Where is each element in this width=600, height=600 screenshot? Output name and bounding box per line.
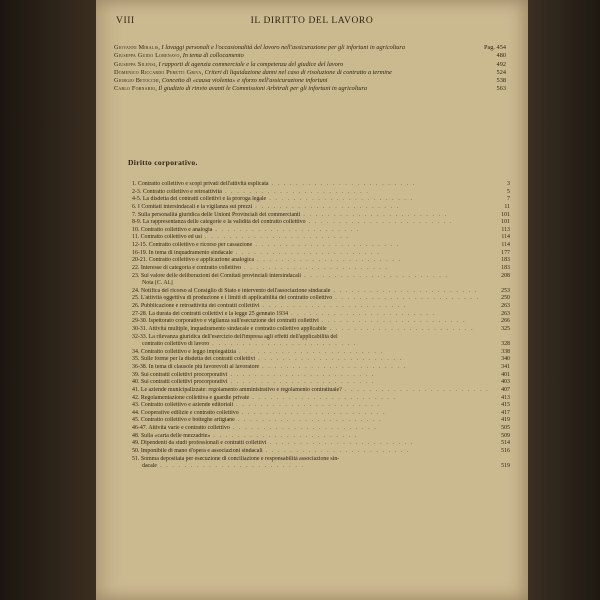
toc-number: 36-38. [132,364,149,370]
toc-entry [132,356,510,364]
toc-number: 27-28. [132,310,149,317]
toc-number: 35. [132,356,141,363]
toc-page: 413 [501,394,510,401]
toc-number: 4-5. [132,196,143,203]
toc-number: 8-9. [132,219,143,226]
article-title: , In tema di collocamento [179,52,244,60]
toc-text: Contratto collettivo e applicazione analogica [148,257,255,264]
toc-number: 43. [132,402,141,409]
toc-page: 253 [501,287,510,294]
leader-dots: . . . . . . . . . . . . . . . . . . . . . . . . [305,219,454,226]
toc-text: I Comitati intersindacali e la vigilanza sui prezzi [137,203,253,210]
leader-dots: . . . . . . . . . . . . . . . . . . . . . . . . [210,432,358,439]
book-edge-shadow [528,0,600,600]
toc-page: 263 [501,303,510,309]
toc-page: 183 [501,257,510,264]
toc-text: Interesse di categoria e contratto collettivo [140,264,242,271]
toc-page: 183 [501,264,510,271]
toc-page: 514 [501,440,510,447]
leader-dots: . . . . . . . . . . . . . . . . . . . . . . . . [301,272,449,279]
toc-entry [132,303,510,311]
toc-number: 44. [132,409,141,416]
toc-page: 114 [501,234,510,241]
toc-text: dacale [142,463,158,470]
author-name: Giovanni Miralis [114,44,159,51]
article-title: , Il giudizio di rinvio avanti le Commissioni Arbitrali per gli infortuni in agricoltura [155,85,368,93]
leader-dots: . . . . . . . . . . . . . . . . . . . . . . . . [227,379,375,386]
toc-text: Imponibile di mano d'opera e associazioni sindacali [140,447,263,454]
toc-entry [132,212,510,220]
book-page [96,0,528,600]
toc-text: Attività multiple, inquadramento sindacale e contratto collettivo applicabile [148,325,327,332]
toc-text: In tema di inquadramento sindacale [148,249,233,256]
toc-number: 30-31. [132,325,149,332]
toc-entry [132,410,510,418]
author-entry [114,69,506,77]
leader-dots: . . . . . . . . . . . . . . . . . . . . . . . . [326,325,475,332]
toc-text: Ispettorato corporativo e vigilanza sull'esecuzione dei contratti collettivi [148,318,319,325]
leader-dots: . . . . . . . . . . . . . . . . . . . . . . . . [318,318,467,325]
toc-entry [132,440,510,448]
author-name: Giuseppa Silensi [114,60,156,68]
toc-number: 11. [132,234,141,241]
toc-text: La rappresentanza delle categorie e la validità del contratto collettivo [142,219,306,226]
toc-page: 328 [501,341,510,348]
toc-entry [132,288,510,296]
toc-number: 34. [132,348,141,355]
toc-page: 101 [501,211,510,218]
toc-entry [132,234,510,242]
toc-entry [132,433,510,441]
toc-number: 51. [132,455,141,462]
leader-dots: . . . . . . . . . . . . . . . . . . . . . . . . [233,402,381,409]
author-entry [114,77,506,85]
toc-page: 509 [501,432,510,439]
toc-entry [132,227,510,235]
toc-text: Sulla «carta delle mezzadrie» [140,432,211,439]
toc-entry [132,334,510,342]
toc-text: Contratto collettivo e ricorso per cassazione [148,242,253,248]
toc-number: 20-21. [132,257,149,264]
toc-page: 338 [501,348,510,355]
toc-text: L'attività oggettiva di produzione e i limiti di applicabilità del contratto collettivo [140,295,333,302]
toc-entry [132,181,510,189]
toc-number: 46-47. [132,425,149,431]
toc-text: Cooperative edilizie e contratto collettivo [140,409,239,416]
toc-number: 50. [132,447,141,454]
author-name: Domenico Riccardo Peretti Griva [114,68,202,76]
toc-entry [132,417,510,425]
author-entry [114,44,506,52]
author-entry [114,85,506,93]
author-entry [114,61,506,69]
toc-text: La durata dei contratti collettivi e la legge 25 gennaio 1934 [148,310,289,317]
toc-entry [132,189,510,197]
toc-page: 7 [507,196,510,203]
leader-dots: . . . . . . . . . . . . . . . . . . . . . . . . [252,203,400,210]
toc-page: 340 [501,356,510,363]
toc-text: Regolamentazione collettiva e guardie private [140,394,250,401]
leader-dots: . . . . . . . . . . . . . . . . . . . . . . . . [300,211,448,218]
toc-text: In tema di clausole più favorevoli al lavoratore [148,364,260,370]
toc-page: 263 [501,310,510,317]
page-ref: Pag. 454 [483,44,506,51]
leader-dots: . . . . . . . . . . . . . . . . . . . . . . . . [201,234,350,241]
leader-dots: . . . . . . . . . . . . . . . . . . . . . . . . [252,242,400,248]
leader-dots: . . . . . . . . . . . . . . . . . . . . . . . . [238,409,387,416]
toc-number: 2-3. [132,188,143,195]
toc-number: 16-19. [132,249,149,256]
toc-text: La rilevanza giuridica dell'esercizio dell'impresa agli effetti dell'applicabilità del [148,333,338,340]
toc-entry [132,463,510,471]
author-name: Giuseppa Guido Lorenavo [114,52,180,60]
toc-text: Contratto collettivo ed usi [140,234,202,241]
leader-dots: . . . . . . . . . . . . . . . . . . . . . . . . [236,348,384,355]
toc-text: Contratto collettivo e analogia [140,226,213,233]
leader-dots: . . . . . . . . . . . . . . . . . . . . . . . . [254,257,402,264]
page-ref: 538 [496,77,506,85]
toc-entry [132,196,510,204]
toc-text: La disdetta dei contratti collettivi e la proroga legale [142,196,267,203]
toc-number: 45. [132,417,141,424]
toc-entry [132,341,510,349]
toc-page: 519 [501,463,510,470]
toc-page: 417 [501,409,510,416]
leader-dots: . . . . . . . . . . . . . . . . . . . . . . . . [249,394,397,401]
toc-text: Contratto collettivo e leggo impiegatizia [140,348,237,355]
leader-dots: . . . . . . . . . . . . . . . . . . . . . . . . [241,264,389,271]
toc-text: Contratto collettivo e scopi privati dell'attività esplicata [137,181,269,187]
toc-text: Le aziende municipalizzate: regolamento amministrativo e regolamento contrattuale? [140,386,342,393]
toc-entry [132,219,510,227]
toc-number: 49. [132,440,141,447]
toc-number: 10. [132,226,141,233]
toc-entry [132,204,510,212]
leader-dots: . . . . . . . . . . . . . . . . . . . . . . . . [157,463,305,470]
toc-number: 32-33. [132,333,149,340]
page-ref: 524 [496,68,506,76]
toc-page: 516 [501,447,510,454]
leader-dots: . . . . . . . . . . . . . . . . . . . . . . . . [268,181,417,187]
page-ref: 563 [496,85,506,93]
toc-page: 11 [504,203,510,210]
toc-text: Somma depositata per esecuzione di conciliazione e responsabilità associazione sin- [140,455,340,462]
running-title: IL DIRITTO DEL LAVORO [250,16,374,26]
toc-text: Sul valore delle deliberazioni dei Comitati provinciali intersindacali [140,272,301,279]
toc-text: Sui contratti collettivi procorporativi [140,379,228,386]
toc-number: 12-15. [132,242,149,248]
toc-page: 419 [501,417,510,424]
article-title: , I rapporti di agenzia commerciale e la competenza del giudice del lavoro [155,60,344,68]
toc-text: Notifica del ricorso al Consiglio di Stato e intervento dell'associazione sindacale [140,287,331,294]
leader-dots: . . . . . . . . . . . . . . . . . . . . . . . . [234,417,383,424]
leader-dots: . . . . . . . . . . . . . . . . . . . . . . . . [229,425,378,431]
toc-entry [132,242,510,250]
toc-text: Nota [C. Al.] [142,280,173,287]
section-title: Diritto corporativo. [128,158,198,167]
page-ref: 492 [496,60,506,68]
toc-page: 266 [501,318,510,325]
toc-number: 39. [132,371,141,378]
author-entry [114,52,506,60]
book-spine-shadow [0,0,96,600]
toc-entry [132,456,510,464]
toc-entry [132,379,510,387]
toc-text: Sulla personalità giuridica delle Unioni Provinciali dei commercianti [137,211,301,218]
article-title: , I lavaggi personali e l'occasionalità del lavoro nell'assicurazione per gli infortuni in agricoltura [158,44,406,51]
toc-number: 29-30. [132,318,149,325]
leader-dots: . . . . . . . . . . . . . . . . . . . . . . . . [266,440,414,447]
leader-dots: . . . . . . . . . . . . . . . . . . . . . . . . [330,287,478,294]
toc-number: 22. [132,264,141,271]
page-number: VIII [116,16,135,26]
leader-dots: . . . . . . . . . . . . . . . . . . . . . . . . [227,371,375,378]
toc-page: 403 [501,379,510,386]
toc-entry [132,387,510,395]
toc-number: 24. [132,287,141,294]
toc-entry [132,395,510,403]
leader-dots: . . . . . . . . . . . . . . . . . . . . . . . . [221,188,370,195]
toc-page: 325 [501,325,510,332]
toc-text: Attività varie e contratto collettivo [148,425,230,431]
toc-number: 1. [132,181,138,187]
page-ref: 480 [496,52,506,60]
toc-page: 113 [501,226,510,233]
page-header [110,14,514,30]
leader-dots: . . . . . . . . . . . . . . . . . . . . . . . . [288,310,436,317]
toc-page: 177 [501,249,510,256]
toc-page: 3 [507,181,510,187]
toc-page: 341 [501,364,510,370]
author-name: Giorgio Betocchi [114,77,159,85]
toc-entry [132,448,510,456]
toc-page: 208 [501,272,510,279]
toc-text: Contratto collettivo e retroattività [142,188,222,195]
toc-entry [132,257,510,265]
toc-page: 101 [501,219,510,226]
toc-text: Sui contratti collettivi procorporativi [140,371,228,378]
toc-page: 250 [501,295,510,302]
toc-page: 401 [501,371,510,378]
toc-entry [132,372,510,380]
toc-entry [132,326,510,334]
toc-entry [132,265,510,273]
leader-dots: . . . . . . . . . . . . . . . . . . . . . . . . [259,364,407,370]
toc-number: 6. [132,203,138,210]
toc-entry [132,349,510,357]
toc-entry [132,273,510,281]
toc-page: 407 [501,386,510,393]
article-title: , Concetto di «causa violenta» e sforzo nell'assicurazione infortuni [158,77,328,85]
toc-number: 26. [132,303,141,309]
toc-text: Contratto collettivo e aziende editoriali [140,402,234,409]
toc-text: Contratto collettivo e botteghe artigiane [140,417,235,424]
leader-dots: . . . . . . . . . . . . . . . . . . . . . . . . [255,356,403,363]
toc-entry [132,402,510,410]
leader-dots: . . . . . . . . . . . . . . . . . . . . . . . . [266,196,414,203]
toc-text: contratto collettivo di lavoro [142,341,210,348]
leader-dots: . . . . . . . . . . . . . . . . . . . . . . . . [332,295,480,302]
leader-dots: . . . . . . . . . . . . . . . . . . . . . . . . [262,447,411,454]
toc-page: 5 [507,188,510,195]
toc-entry [132,318,510,326]
toc-number: 48. [132,432,141,439]
toc-number: 41. [132,386,141,393]
toc-number: 25. [132,295,141,302]
toc-page: 505 [501,425,510,431]
toc-number: 40. [132,379,141,386]
author-name: Carlo Fornario [114,85,156,93]
toc-entry [132,280,510,288]
leader-dots: . . . . . . . . . . . . . . . . . . . . . . . . [341,386,490,393]
toc-page: 114 [501,242,510,248]
toc-entry [132,250,510,258]
leader-dots: . . . . . . . . . . . . . . . . . . . . . . . . [259,303,407,309]
toc-entry [132,311,510,319]
table-of-contents [132,181,510,471]
toc-text: Dipendenti da studi professionali e contratti collettivi [140,440,267,447]
toc-page: 415 [501,402,510,409]
toc-text: Sulle forme per la disdetta dei contratti collettivi [140,356,256,363]
leader-dots: . . . . . . . . . . . . . . . . . . . . . . . . [209,341,357,348]
toc-number: 7. [132,211,138,218]
toc-entry [132,425,510,433]
toc-entry [132,364,510,372]
toc-text: Pubblicazione e retroattività dei contratti collettivi [140,303,260,309]
leader-dots: . . . . . . . . . . . . . . . . . . . . . . . . [232,249,381,256]
toc-entry [132,295,510,303]
toc-number: 42. [132,394,141,401]
leader-dots: . . . . . . . . . . . . . . . . . . . . . . . . [212,226,360,233]
author-list [114,44,506,94]
article-title: , Criteri di liquidazione danni nel caso di risoluzione di contratto a termine [201,68,392,76]
toc-number: 23. [132,272,141,279]
